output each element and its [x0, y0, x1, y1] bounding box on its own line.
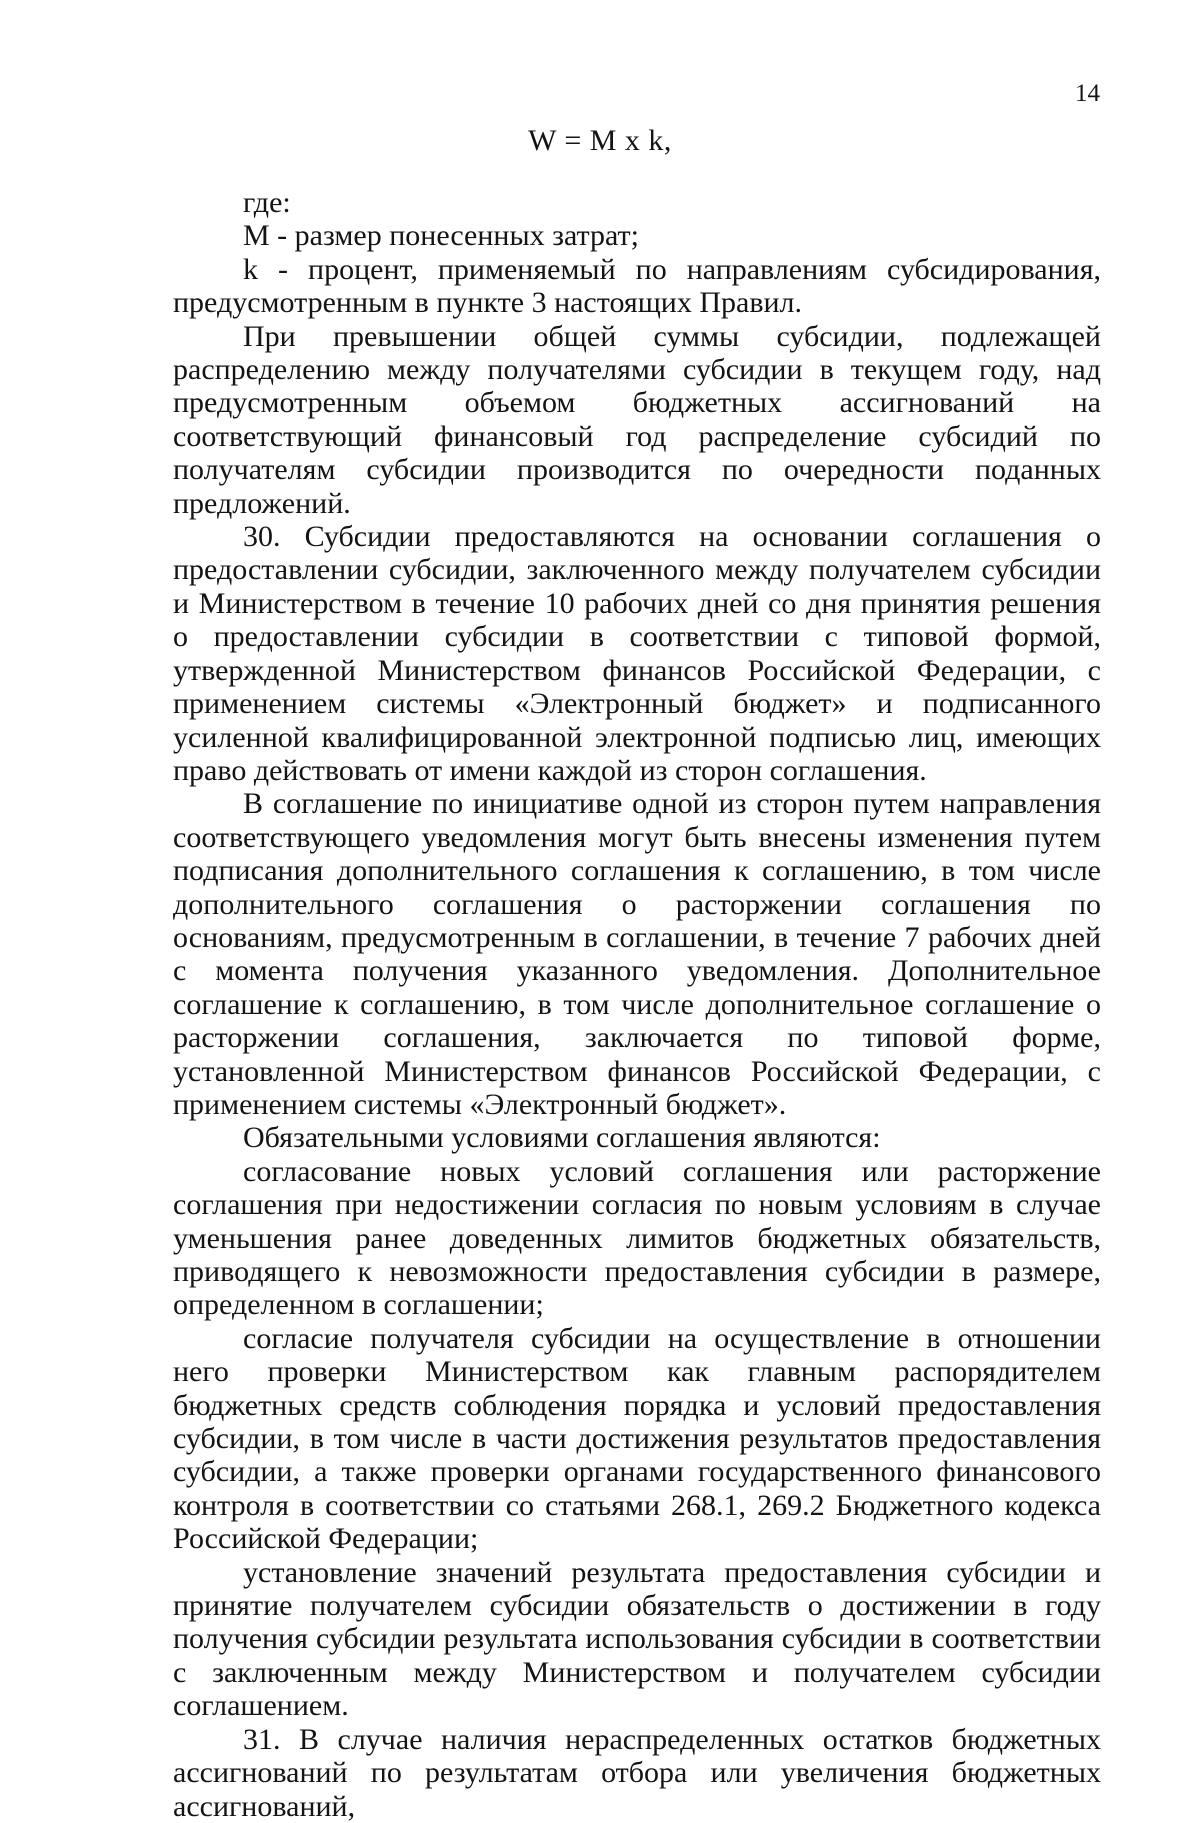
paragraph-item-30: 30. Субсидии предоставляются на основании соглашения о предоставлении субсидии, заключенного между получателем субсидии и Министерством в течение 10 рабочих дней со дня принятия решения о предоставлении субсидии в соответствии с типовой формой, утвержденной Министерством финансов Российской Федерации, с применением системы «Электронный бюджет» и подписанного усиленной квалифицированной электронной подписью лиц, имеющих право действовать от имени каждой из сторон соглашения.	[173, 520, 1101, 787]
paragraph-item-31: 31. В случае наличия нераспределенных остатков бюджетных ассигнований по результатам отбора или увеличения бюджетных ассигнований,	[173, 1722, 1101, 1823]
paragraph-conditions-heading: Обязательными условиями соглашения являются:	[243, 1121, 881, 1155]
paragraph-amendments: В соглашение по инициативе одной из сторон путем направления соответствующего уведомления могут быть внесены изменения путем подписания дополнительного соглашения к соглашению, в том числе дополнительного соглашения о расторжении соглашения по основаниям, предусмотренным в соглашении, в течение 7 рабочих дней с момента получения указанного уведомления. Дополнительное соглашение к соглашению, в том числе дополнительное соглашение о расторжении соглашения, заключается по типовой форме, установленной Министерством финансов Российской Федерации, с применением системы «Электронный бюджет».	[173, 787, 1101, 1121]
paragraph-definition-k: k - процент, применяемый по направлениям субсидирования, предусмотренным в пункте 3 настоящих Правил.	[173, 252, 1101, 320]
paragraph-where: где:	[243, 186, 291, 219]
paragraph-condition-2: согласие получателя субсидии на осуществление в отношении него проверки Министерством как главным распорядителем бюджетных средств соблюдения порядка и условий предоставления субсидии, в том числе в части достижения результатов предоставления субсидии, а также проверки органами государственного финансового контроля в соответствии со статьями 268.1, 269.2 Бюджетного кодекса Российской Федерации;	[173, 1321, 1101, 1556]
formula: W = M x k,	[528, 124, 672, 157]
document-body	[173, 186, 1101, 1823]
paragraph-excess: При превышении общей суммы субсидии, подлежащей распределению между получателями субсидии в текущем году, над предусмотренным объемом бюджетных ассигнований на соответствующий финансовый год распределение субсидий по получателям субсидии производится по очередности поданных предложений.	[173, 319, 1101, 520]
paragraph-definition-m: M - размер понесенных затрат;	[243, 219, 639, 253]
paragraph-condition-3: установление значений результата предоставления субсидии и принятие получателем субсидии обязательств о достижении в году получения субсидии результата использования субсидии в соответствии с заключенным между Министерством и получателем субсидии соглашением.	[173, 1555, 1101, 1723]
page-number: 14	[1075, 80, 1100, 107]
paragraph-condition-1: согласование новых условий соглашения или расторжение соглашения при недостижении согласия по новым условиям в случае уменьшения ранее доведенных лимитов бюджетных обязательств, приводящего к невозможности предоставления субсидии в размере, определенном в соглашении;	[173, 1154, 1101, 1322]
